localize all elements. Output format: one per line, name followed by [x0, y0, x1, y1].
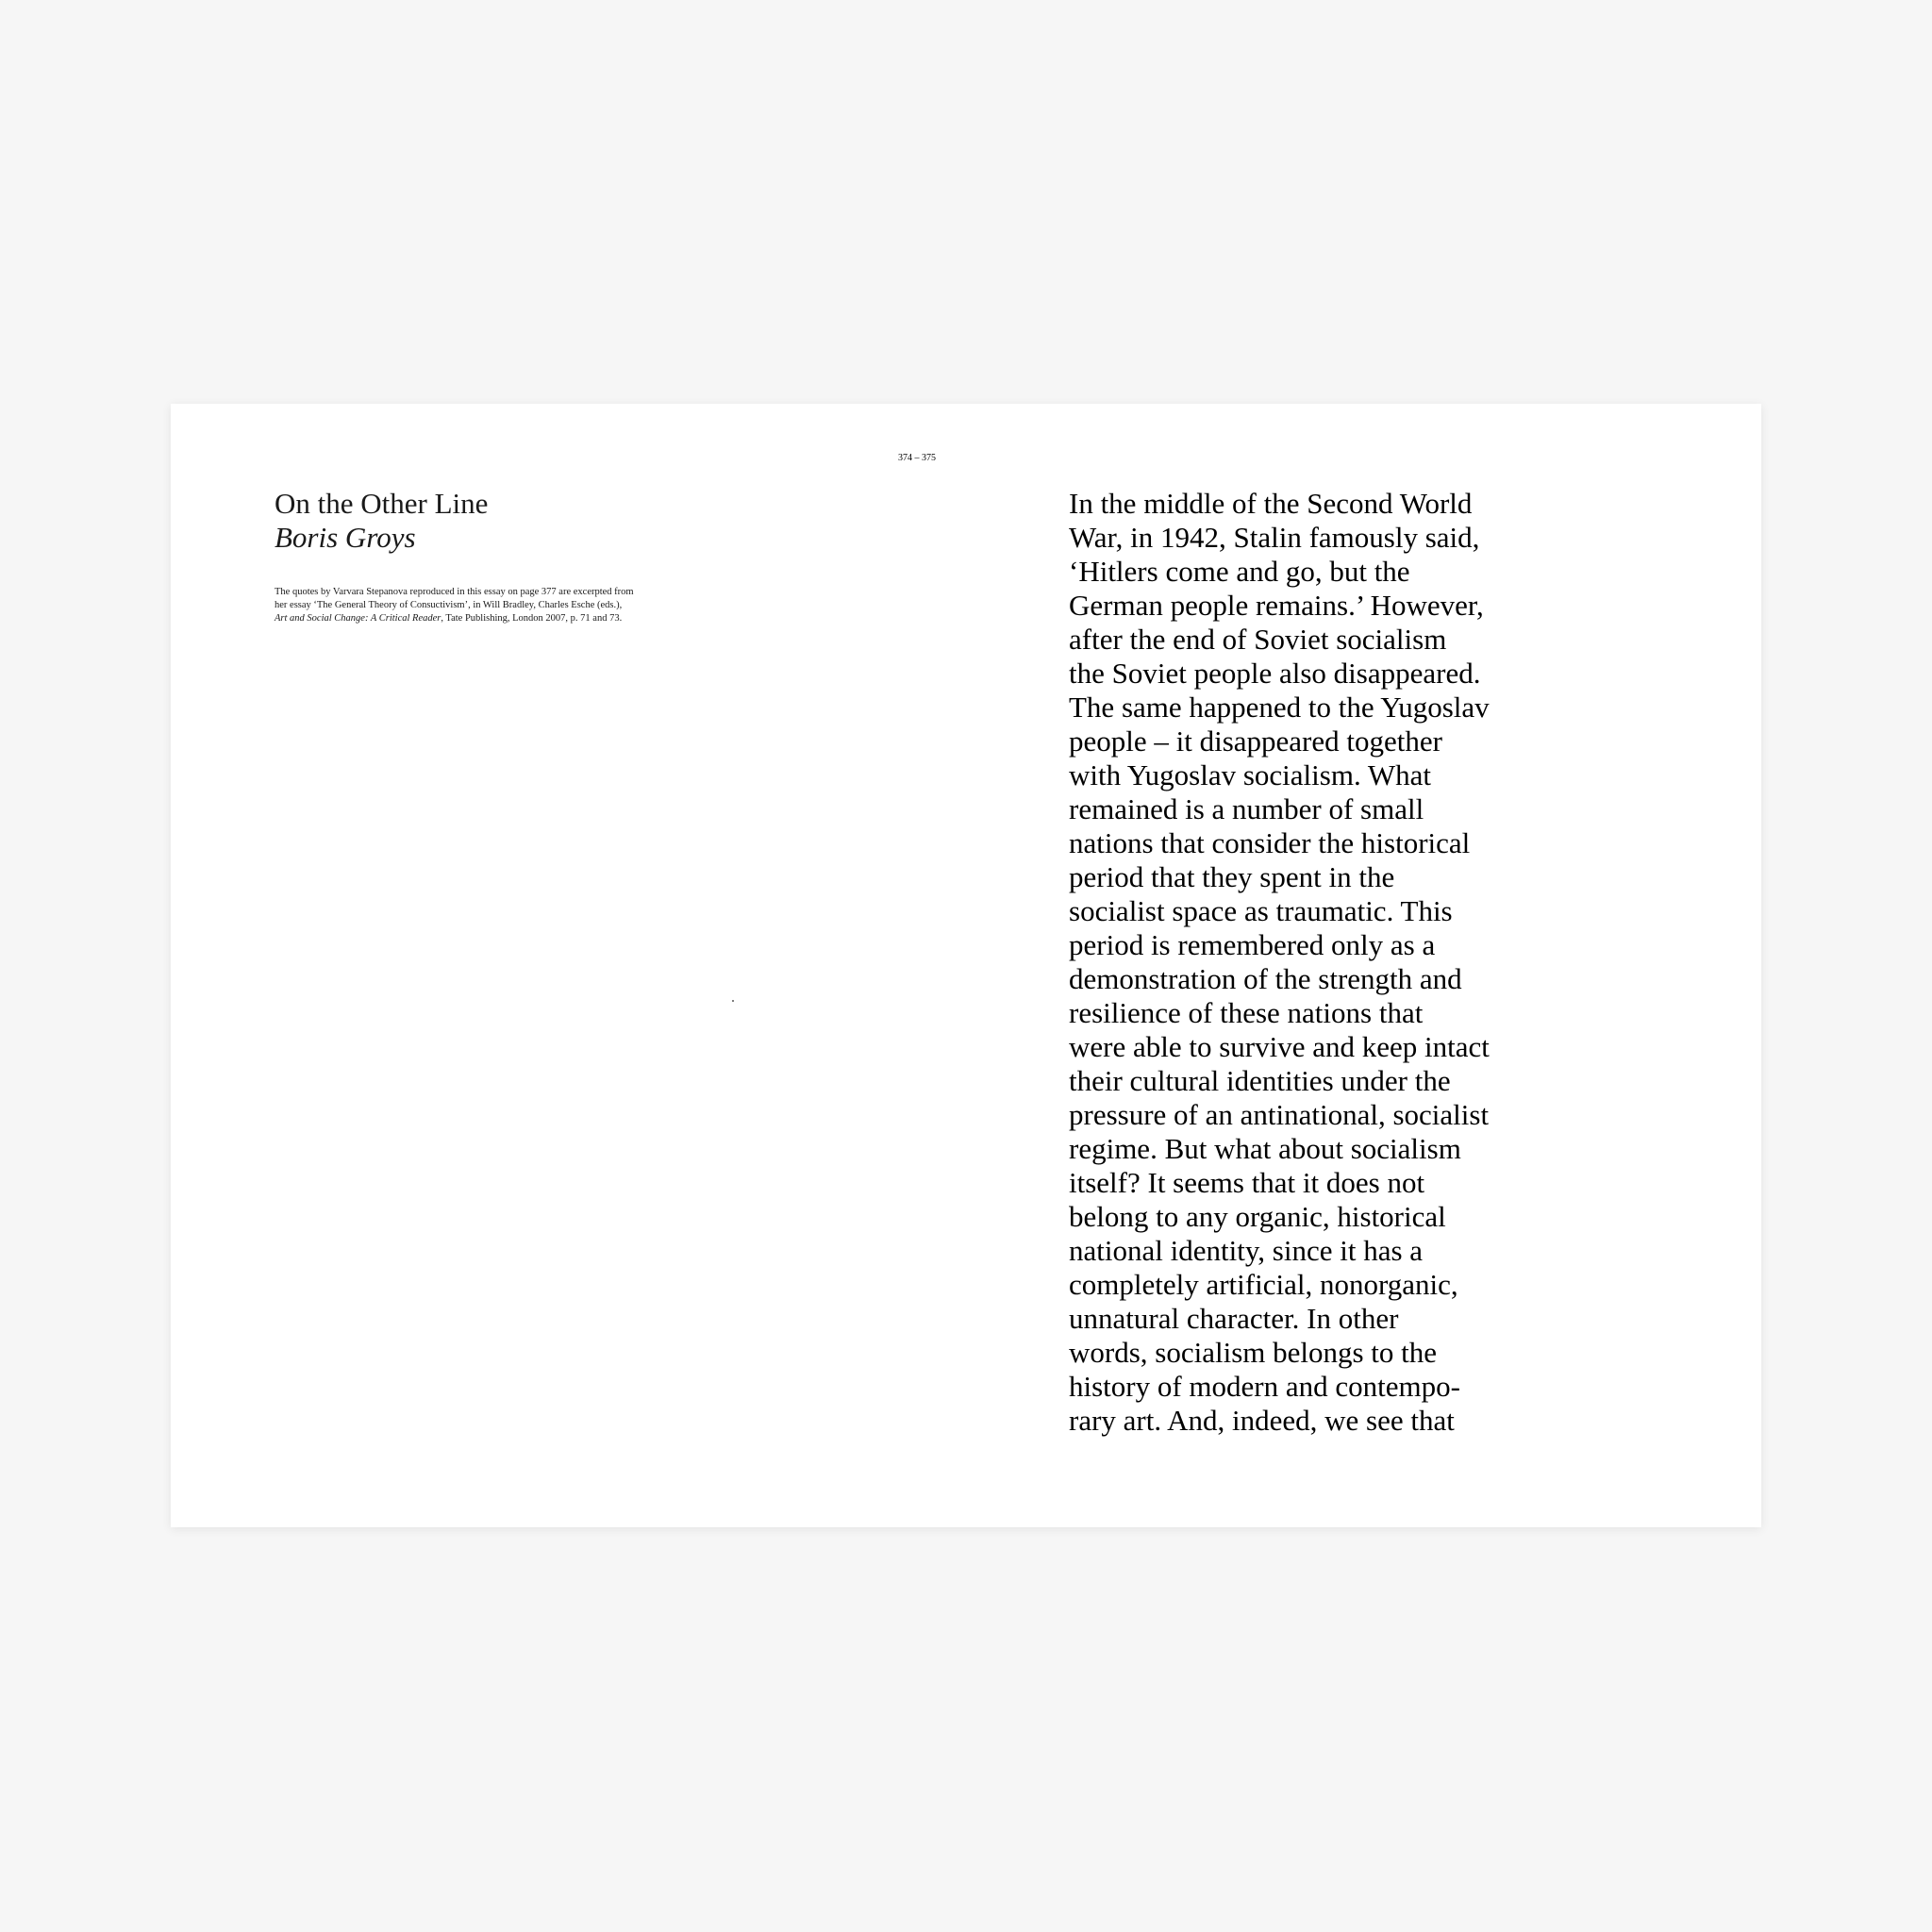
body-line: words, socialism belongs to the [1069, 1336, 1438, 1369]
body-line: ‘Hitlers come and go, but the [1069, 555, 1410, 588]
body-line: pressure of an antinational, socialist [1069, 1098, 1490, 1131]
body-line: the Soviet people also disappeared. [1069, 657, 1481, 690]
body-line: nations that consider the historical [1069, 826, 1471, 859]
body-line: history of modern and contempo- [1069, 1370, 1460, 1403]
body-line: belong to any organic, historical [1069, 1200, 1446, 1233]
body-line: people – it disappeared together [1069, 724, 1442, 758]
body-line: itself? It seems that it does not [1069, 1166, 1425, 1199]
stray-mark [732, 1000, 734, 1002]
body-line: after the end of Soviet socialism [1069, 623, 1447, 656]
body-text [1069, 487, 1490, 1438]
source-note [275, 586, 718, 625]
source-note-publication: , Tate Publishing, London 2007, p. 71 and 73. [441, 613, 623, 624]
essay-title: On the Other Line [275, 487, 489, 520]
body-line: regime. But what about socialism [1069, 1132, 1461, 1165]
body-line: completely artificial, nonorganic, [1069, 1268, 1458, 1301]
body-line: national identity, since it has a [1069, 1234, 1424, 1267]
body-line: War, in 1942, Stalin famously said, [1069, 521, 1480, 554]
body-line: remained is a number of small [1069, 792, 1424, 825]
body-line: period that they spent in the [1069, 860, 1395, 893]
source-note-line: The quotes by Varvara Stepanova reproduced in this essay on page 377 are excerpted from [275, 587, 634, 597]
source-note-book-title: Art and Social Change: A Critical Reader [275, 613, 441, 624]
body-line: German people remains.’ However, [1069, 589, 1484, 622]
book-spread [171, 404, 1761, 1527]
body-line: period is remembered only as a [1069, 928, 1436, 961]
page-folio: 374 – 375 [898, 453, 936, 463]
body-line: were able to survive and keep intact [1069, 1030, 1490, 1063]
body-line: with Yugoslav socialism. What [1069, 758, 1432, 791]
left-page [171, 404, 966, 1527]
body-line: rary art. And, indeed, we see that [1069, 1404, 1455, 1437]
body-line: resilience of these nations that [1069, 996, 1424, 1029]
body-line: demonstration of the strength and [1069, 962, 1462, 995]
body-line: unnatural character. In other [1069, 1302, 1399, 1335]
body-line: their cultural identities under the [1069, 1064, 1451, 1097]
body-line: The same happened to the Yugoslav [1069, 691, 1490, 724]
source-note-line: her essay ‘The General Theory of Consuctivism’, in Will Bradley, Charles Esche (eds.), [275, 600, 623, 610]
body-line: In the middle of the Second World [1069, 487, 1473, 520]
source-note-line [275, 612, 718, 625]
essay-author: Boris Groys [275, 521, 416, 554]
body-line: socialist space as traumatic. This [1069, 894, 1453, 927]
